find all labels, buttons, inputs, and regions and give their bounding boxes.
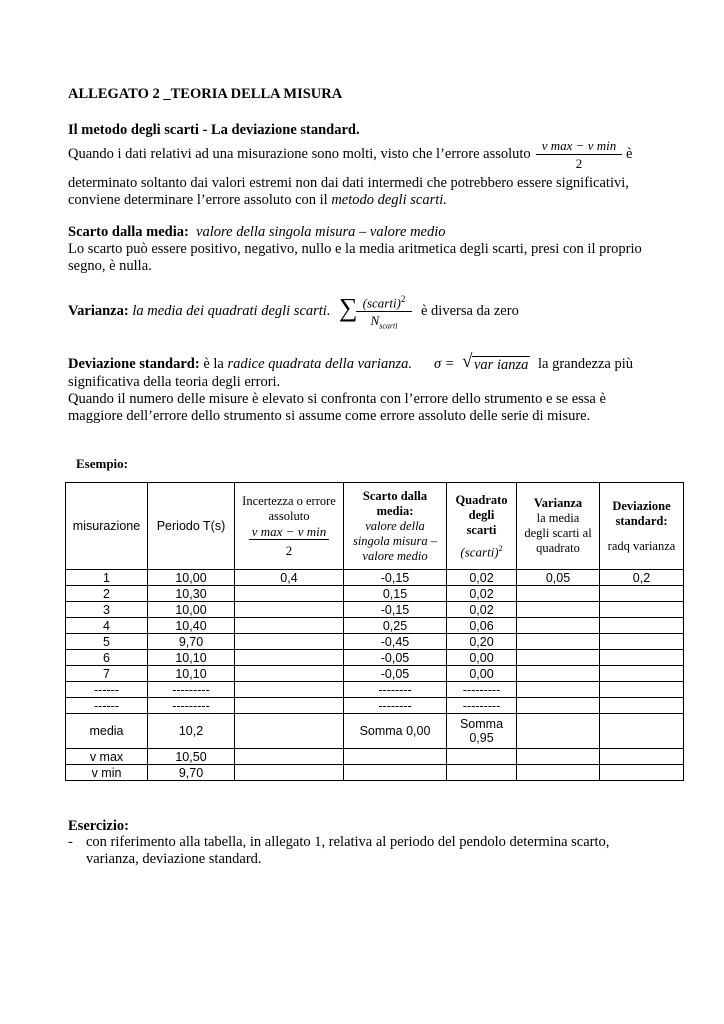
varianza-label: Varianza: bbox=[68, 303, 129, 319]
deviazione-line-4: maggiore dell’errore dello strumento si assume come errore assoluto delle serie di misure. bbox=[68, 408, 591, 424]
header-incertezza-den: 2 bbox=[285, 542, 293, 558]
table-cell bbox=[235, 634, 344, 650]
table-row bbox=[66, 634, 684, 650]
header-quadrato-formula bbox=[447, 541, 516, 559]
cell-media-label: media bbox=[66, 714, 148, 749]
intro-e: è bbox=[626, 146, 633, 162]
table-row bbox=[66, 586, 684, 602]
table-cell: 10,00 bbox=[148, 602, 235, 618]
header-quadrato-b: degli bbox=[468, 507, 495, 522]
intro-line-3 bbox=[68, 192, 447, 209]
header-periodo: Periodo T(s) bbox=[148, 483, 235, 570]
scarto-label: Scarto dalla media: bbox=[68, 224, 189, 240]
header-incertezza bbox=[235, 483, 344, 570]
table-cell bbox=[517, 586, 600, 602]
deviazione-definition bbox=[68, 356, 412, 373]
table-cell: 0,00 bbox=[447, 666, 517, 682]
table-cell bbox=[517, 698, 600, 714]
varianza-exp: 2 bbox=[400, 294, 406, 304]
header-incertezza-b: assoluto bbox=[268, 508, 310, 523]
table-cell bbox=[600, 765, 684, 781]
cell-somma-quadrati-b: 0,95 bbox=[469, 731, 494, 745]
table-cell: 10,30 bbox=[148, 586, 235, 602]
table-cell bbox=[600, 634, 684, 650]
table-cell bbox=[600, 602, 684, 618]
table-cell: 0,02 bbox=[447, 570, 517, 586]
table-cell: ------ bbox=[66, 698, 148, 714]
sigma-formula-lhs: σ = bbox=[434, 356, 455, 372]
header-quadrato-a: Quadrato bbox=[455, 492, 508, 507]
table-cell: 10,10 bbox=[148, 650, 235, 666]
table-cell: 2 bbox=[66, 586, 148, 602]
table-row bbox=[66, 602, 684, 618]
table-cell bbox=[600, 714, 684, 749]
header-scarto-e: valore medio bbox=[362, 548, 428, 563]
metodo-scarti-italic: metodo degli scarti. bbox=[331, 192, 447, 208]
table-cell: 1 bbox=[66, 570, 148, 586]
intro-line-1: Quando i dati relativi ad una misurazione sono molti, visto che l’errore assoluto bbox=[68, 146, 531, 162]
table-cell bbox=[447, 749, 517, 765]
table-cell bbox=[235, 682, 344, 698]
table-cell: 0,2 bbox=[600, 570, 684, 586]
errore-assoluto-formula bbox=[536, 139, 622, 171]
cell-somma-quadrati-a: Somma bbox=[459, 717, 504, 731]
table-cell: 0,00 bbox=[447, 650, 517, 666]
esercizio-line-1: con riferimento alla tabella, in allegato 1, relativa al periodo del pendolo determina scarto, bbox=[86, 834, 610, 850]
table-cell: 6 bbox=[66, 650, 148, 666]
table-cell bbox=[235, 765, 344, 781]
header-scarto bbox=[344, 483, 447, 570]
varianza-def: la media dei quadrati degli scarti. bbox=[132, 303, 331, 319]
table-cell: -0,15 bbox=[344, 602, 447, 618]
header-deviazione-a: Deviazione bbox=[612, 498, 671, 513]
table-cell bbox=[235, 714, 344, 749]
varianza-den-sub: scarti bbox=[379, 321, 398, 331]
table-cell bbox=[517, 666, 600, 682]
esempio-label: Esempio: bbox=[76, 456, 128, 471]
table-cell bbox=[517, 602, 600, 618]
table-header-row bbox=[66, 483, 684, 570]
table-cell: -------- bbox=[344, 698, 447, 714]
table-cell: --------- bbox=[447, 682, 517, 698]
table-cell: 0,4 bbox=[235, 570, 344, 586]
header-deviazione bbox=[600, 483, 684, 570]
table-cell bbox=[235, 618, 344, 634]
header-scarto-a: Scarto dalla bbox=[362, 488, 428, 503]
cell-somma-quadrati bbox=[447, 714, 517, 749]
table-cell: 10,10 bbox=[148, 666, 235, 682]
table-cell bbox=[235, 650, 344, 666]
table-cell: 7 bbox=[66, 666, 148, 682]
cell-media-value: 10,2 bbox=[148, 714, 235, 749]
page-title: ALLEGATO 2 _TEORIA DELLA MISURA bbox=[68, 86, 343, 102]
cell-vmin-value: 9,70 bbox=[148, 765, 235, 781]
example-table bbox=[65, 482, 684, 781]
table-cell bbox=[517, 682, 600, 698]
varianza-denominator bbox=[356, 312, 412, 334]
table-cell: 0,25 bbox=[344, 618, 447, 634]
table-cell bbox=[600, 650, 684, 666]
varianza-definition bbox=[68, 303, 330, 320]
header-deviazione-b: standard: bbox=[615, 513, 668, 528]
section-heading-metodo: Il metodo degli scarti - La deviazione standard. bbox=[68, 122, 360, 138]
table-cell bbox=[517, 634, 600, 650]
table-cell bbox=[235, 602, 344, 618]
intro-line-3-text: conviene determinare l’errore assoluto con il bbox=[68, 192, 332, 208]
table-cell bbox=[517, 714, 600, 749]
table-cell: 0,02 bbox=[447, 602, 517, 618]
formula-numerator: v max − v min bbox=[536, 139, 622, 155]
varianza-den-text: N bbox=[370, 313, 380, 329]
header-varianza-b: la media bbox=[536, 511, 580, 525]
table-cell bbox=[235, 749, 344, 765]
scarto-line-1: Lo scarto può essere positivo, negativo, nullo e la media aritmetica degli scarti, presi con il proprio bbox=[68, 241, 642, 257]
varianza-tail: è diversa da zero bbox=[421, 303, 519, 319]
table-cell: 0,05 bbox=[517, 570, 600, 586]
table-cell bbox=[235, 666, 344, 682]
header-varianza-a: Varianza bbox=[533, 496, 583, 510]
table-cell bbox=[344, 749, 447, 765]
table-cell: 0,20 bbox=[447, 634, 517, 650]
table-cell: 0,02 bbox=[447, 586, 517, 602]
table-row-vmin bbox=[66, 765, 684, 781]
header-varianza-d: quadrato bbox=[536, 541, 580, 555]
header-incertezza-a: Incertezza o errore bbox=[242, 493, 336, 508]
header-scarto-b: media: bbox=[376, 503, 414, 518]
header-quadrato-d: (scarti) bbox=[460, 544, 499, 560]
table-cell bbox=[600, 618, 684, 634]
table-cell: --------- bbox=[148, 682, 235, 698]
scarto-definition bbox=[68, 224, 446, 241]
table-row bbox=[66, 682, 684, 698]
deviazione-label: Deviazione standard: bbox=[68, 356, 200, 372]
table-cell: -------- bbox=[344, 682, 447, 698]
header-deviazione-c: radq varianza bbox=[607, 538, 676, 553]
deviazione-tail: la grandezza più bbox=[538, 356, 634, 372]
table-cell bbox=[517, 749, 600, 765]
esercizio-heading: Esercizio: bbox=[68, 818, 129, 834]
table-cell bbox=[517, 650, 600, 666]
table-cell bbox=[344, 765, 447, 781]
header-quadrato bbox=[447, 483, 517, 570]
table-cell: 0,15 bbox=[344, 586, 447, 602]
table-cell: --------- bbox=[447, 698, 517, 714]
deviazione-a: è la bbox=[199, 356, 228, 372]
table-cell bbox=[600, 698, 684, 714]
header-misurazione: misurazione bbox=[66, 483, 148, 570]
table-body bbox=[66, 570, 684, 714]
table-cell: -0,15 bbox=[344, 570, 447, 586]
table-cell bbox=[517, 618, 600, 634]
table-cell: -0,05 bbox=[344, 666, 447, 682]
header-scarto-c: valore della bbox=[365, 518, 425, 533]
cell-vmin-label: v min bbox=[66, 765, 148, 781]
header-incertezza-num: v max − v min bbox=[249, 524, 329, 540]
table-cell: -0,45 bbox=[344, 634, 447, 650]
esercizio-line-2: varianza, deviazione standard. bbox=[86, 851, 262, 867]
sum-symbol: ∑ bbox=[339, 293, 358, 322]
varianza-formula bbox=[356, 292, 412, 334]
header-quadrato-exp: 2 bbox=[498, 543, 503, 553]
header-scarto-d: singola misura – bbox=[352, 533, 438, 548]
table-cell bbox=[600, 666, 684, 682]
table-cell bbox=[517, 765, 600, 781]
formula-denominator: 2 bbox=[575, 156, 583, 171]
varianza-num-text: (scarti) bbox=[362, 295, 401, 311]
table-cell: 10,40 bbox=[148, 618, 235, 634]
scarto-def: valore della singola misura – valore medio bbox=[196, 224, 446, 240]
table-cell: -0,05 bbox=[344, 650, 447, 666]
esercizio-bullet: - bbox=[68, 834, 73, 850]
header-varianza-c: degli scarti al bbox=[524, 526, 592, 540]
table-cell bbox=[600, 682, 684, 698]
table-cell: 4 bbox=[66, 618, 148, 634]
table-cell: 10,00 bbox=[148, 570, 235, 586]
table-cell: ------ bbox=[66, 682, 148, 698]
deviazione-line-2: significativa della teoria degli errori. bbox=[68, 374, 281, 390]
intro-line-2: determinato soltanto dai valori estremi non dai dati intermedi che potrebbero essere significativi, bbox=[68, 175, 629, 191]
table-row-vmax bbox=[66, 749, 684, 765]
table-cell bbox=[235, 586, 344, 602]
table-row bbox=[66, 698, 684, 714]
table-cell: 3 bbox=[66, 602, 148, 618]
table-row bbox=[66, 570, 684, 586]
header-varianza bbox=[517, 483, 600, 570]
cell-vmax-value: 10,50 bbox=[148, 749, 235, 765]
table-row bbox=[66, 618, 684, 634]
table-row bbox=[66, 666, 684, 682]
header-quadrato-c: scarti bbox=[466, 522, 497, 537]
cell-somma-scarti: Somma 0,00 bbox=[344, 714, 447, 749]
cell-vmax-label: v max bbox=[66, 749, 148, 765]
table-row bbox=[66, 650, 684, 666]
table-row-media bbox=[66, 714, 684, 749]
varianza-numerator bbox=[356, 292, 412, 312]
table-cell: 0,06 bbox=[447, 618, 517, 634]
table-cell: --------- bbox=[148, 698, 235, 714]
table-cell bbox=[600, 749, 684, 765]
deviazione-def: radice quadrata della varianza. bbox=[227, 356, 412, 372]
sqrt-symbol: √ bbox=[462, 351, 473, 372]
scarto-line-2: segno, è nulla. bbox=[68, 258, 152, 274]
table-cell: 9,70 bbox=[148, 634, 235, 650]
table-cell bbox=[600, 586, 684, 602]
table-cell: 5 bbox=[66, 634, 148, 650]
sigma-formula-arg: var ianza bbox=[474, 357, 529, 373]
table-cell bbox=[447, 765, 517, 781]
header-incertezza-formula bbox=[249, 524, 329, 558]
table-cell bbox=[235, 698, 344, 714]
deviazione-line-3: Quando il numero delle misure è elevato si confronta con l’errore dello strumento e se essa è bbox=[68, 391, 606, 407]
